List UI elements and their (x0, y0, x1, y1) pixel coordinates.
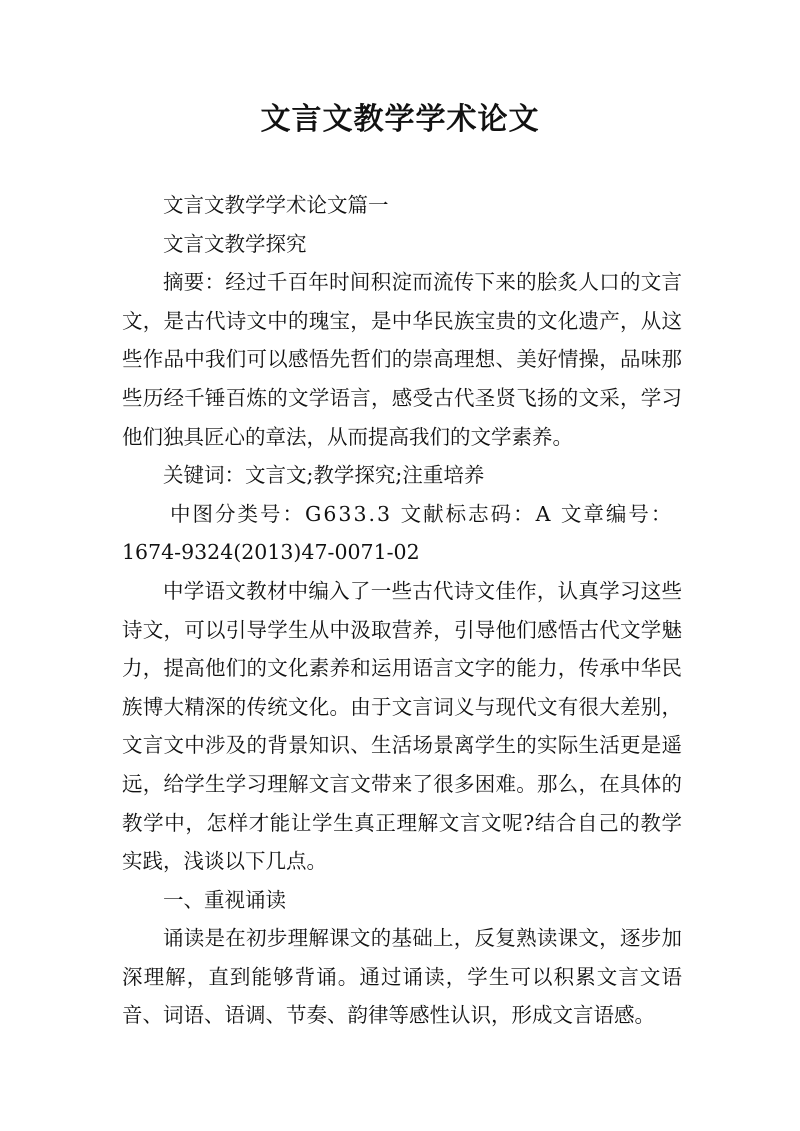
paper-title: 文言文教学探究 (163, 231, 307, 256)
body-paragraph: 诵读是在初步理解课文的基础上，反复熟读课文，逐步加深理解，直到能够背诵。通过诵读，学生可以积累文言文语音、词语、语调、节奏、韵律等感性认识，形成文言语感。 (122, 926, 682, 1028)
section-heading: 文言文教学学术论文篇一 (163, 193, 389, 217)
subsection-heading: 一、重视诵读 (163, 887, 286, 912)
document-body (122, 186, 682, 1035)
document-title: 文言文教学学术论文 (260, 102, 540, 137)
body-paragraph: 中学语文教材中编入了一些古代诗文佳作，认真学习这些诗文，可以引导学生从中汲取营养，引导他们感悟古代文学魅力，提高他们的文化素养和运用语言文字的能力，传承中华民族博大精深的传统文化。由于文言词义与现代文有很大差别，文言文中涉及的背景知识、生活场景离学生的实际生活更是遥远，给学生学习理解文言文带来了很多困难。那么，在具体的教学中，怎样才能让学生真正理解文言文呢?结合自己的教学实践，浅谈以下几点。 (122, 578, 682, 874)
keywords-line: 关键词：文言文;教学探究;注重培养 (163, 463, 485, 488)
classification-line: 中图分类号：G633.3 文献标志码：A 文章编号： (170, 501, 674, 526)
article-number-line: 1674-9324(2013)47-0071-02 (122, 540, 420, 565)
abstract-paragraph: 摘要：经过千百年时间积淀而流传下来的脍炙人口的文言文，是古代诗文中的瑰宝，是中华民族宝贵的文化遗产，从这些作品中我们可以感悟先哲们的崇高理想、美好情操，品味那些历经千锤百炼的文学语言，感受古代圣贤飞扬的文采，学习他们独具匠心的章法，从而提高我们的文学素养。 (122, 270, 682, 449)
